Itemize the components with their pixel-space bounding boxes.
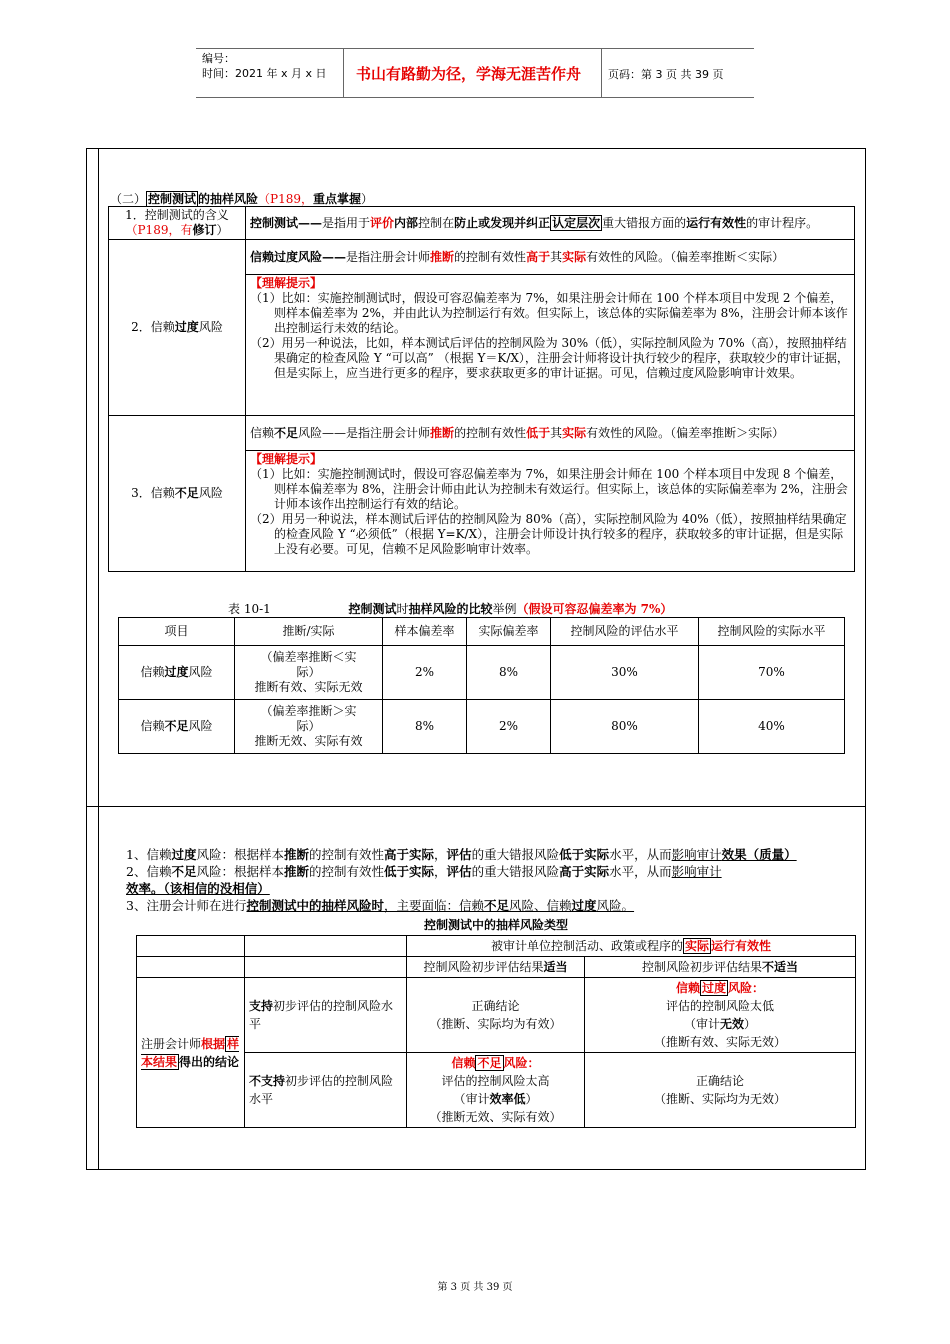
- table-cell: 2%: [383, 646, 467, 700]
- column-header: 推断/实际: [235, 618, 383, 646]
- frame-middle-rule: [86, 806, 865, 807]
- over-reliance-definition: 信赖过度风险——是指注册会计师推断的控制有效性高于其实际有效性的风险。（偏差率推断＜实际）: [246, 240, 855, 275]
- table-row: [109, 207, 855, 240]
- table-row: [137, 957, 856, 978]
- page-header: [196, 48, 754, 98]
- table-cell: 8%: [383, 700, 467, 754]
- frame-left-rule: [98, 148, 99, 1169]
- row-label: 3．信赖不足风险: [109, 416, 246, 572]
- table-cell: （偏差率推断＞实际） 推断无效、实际有效: [235, 700, 383, 754]
- table-cell: 被审计单位控制活动、政策或程序的 实际 运行有效性: [407, 936, 856, 957]
- row-label: 2．信赖过度风险: [109, 240, 246, 416]
- over-reliance-tips: 【理解提示】 （1）比如：实施控制测试时，假设可容忍偏差率为 7%，如果注册会计师在 100 个样本项目中发现 2 个偏差，则样本偏差率为 2%，并由此认为控制运行有效。但实际上，该总体的实际偏差率为 8%，注册会计师本该作出控制运行未效的结论。 （2）用另一种说法，比如，样本测试后评估的控制风险为 30%（低），实际控制风险为 70%（高），按照抽样结果确定的检查风险 Y “可以高” （根据 Y＝K/X），注册会计师将设计执行较少的程序，获取较少的审计证据，但是实际上，应当进行更多的程序，要求获取更多的审计证据。可见，信赖过度风险影响审计效果。: [246, 275, 855, 416]
- under-reliance-tips: 【理解提示】 （1）比如：实施控制测试时，假设可容忍偏差率为 7%，如果注册会计师在 100 个样本项目中发现 8 个偏差，则样本偏差率为 8%，注册会计师由此认为控制未有效运行。但实际上，该总体的实际偏差率为 2%，注册会计师本该作出控制运行有效的结论。 （2）用另一种说法，样本测试后评估的控制风险为 80%（高），实际控制风险为 40%（低），按照抽样结果确定的检查风险 Y “必须低”（根据 Y=K/X），注册会计师设计执行较多的程序，获取较多的审计证据，但是实际上没有必要。可见，信赖不足风险影响审计效率。: [246, 451, 855, 572]
- table-cell: （偏差率推断＜实际） 推断有效、实际无效: [235, 646, 383, 700]
- table-row: [119, 700, 845, 754]
- table-cell: 2%: [467, 700, 551, 754]
- table-cell: [245, 936, 407, 957]
- table-cell: 信赖 过度 风险： 评估的控制风险太低 （审计无效） （推断有效、实际无效）: [585, 978, 856, 1053]
- table-cell: 支持初步评估的控制风险水平: [245, 978, 407, 1053]
- header-motto: 书山有路勤为径，学海无涯苦作舟: [356, 65, 582, 83]
- table-cell: 70%: [699, 646, 845, 700]
- table-cell: 信赖过度风险: [119, 646, 235, 700]
- doc-date-label: 时间：2021 年 x 月 x 日: [202, 67, 327, 80]
- table-cell: [245, 957, 407, 978]
- doc-number-label: 编号：: [202, 52, 235, 65]
- table-cell: 80%: [551, 700, 699, 754]
- table-cell: 30%: [551, 646, 699, 700]
- header-divider: [343, 49, 344, 97]
- list-item: 1、信赖过度风险：根据样本推断的控制有效性高于实际，评估的重大错报风险低于实际水平，从而影响审计效果（质量）: [126, 847, 797, 862]
- header-meta: [202, 51, 327, 81]
- table-cell: 控制风险初步评估结果适当: [407, 957, 585, 978]
- list-item: 2、信赖不足风险：根据样本推断的控制有效性低于实际，评估的重大错报风险高于实际水平，从而影响审计效率。（该相信的没相信）: [126, 864, 722, 896]
- table-row: [137, 978, 856, 1053]
- table-cell: 40%: [699, 700, 845, 754]
- table-cell: [137, 936, 245, 957]
- list-item: 3、注册会计师在进行控制测试中的抽样风险时，主要面临：信赖不足风险、信赖过度风险。: [126, 898, 635, 913]
- column-header: 项目: [119, 618, 235, 646]
- table-cell: 正确结论 （推断、实际均为无效）: [585, 1053, 856, 1128]
- table-cell: 不支持初步评估的控制风险水平: [245, 1053, 407, 1128]
- header-page-label: 页码：第 3 页 共 39 页: [608, 68, 724, 81]
- table-cell: 信赖 不足 风险： 评估的控制风险太高 （审计效率低） （推断无效、实际有效）: [407, 1053, 585, 1128]
- table-cell: [137, 957, 245, 978]
- table-row: [109, 416, 855, 451]
- risk-types-table: [136, 935, 856, 1128]
- table-row: [109, 240, 855, 275]
- table-row: [119, 646, 845, 700]
- column-header: 控制风险的实际水平: [699, 618, 845, 646]
- table-row: [137, 1053, 856, 1128]
- table-cell: 8%: [467, 646, 551, 700]
- header-divider: [601, 49, 602, 97]
- row-label: 1．控制测试的含义 （P189，有修订）: [109, 207, 246, 240]
- column-header: 样本偏差率: [383, 618, 467, 646]
- column-header: 控制风险的评估水平: [551, 618, 699, 646]
- risk-types-title: 控制测试中的抽样风险类型: [423, 918, 568, 932]
- control-test-definition: 控制测试——是指用于评价内部控制在防止或发现并纠正 认定层次 重大错报方面的运行有效性的审计程序。: [246, 207, 855, 240]
- notes-list: [126, 846, 861, 914]
- page-footer: 第 3 页 共 39 页: [437, 1282, 513, 1293]
- column-header: 实际偏差率: [467, 618, 551, 646]
- table-row: [137, 936, 856, 957]
- table-cell: 正确结论 （推断、实际均为有效）: [407, 978, 585, 1053]
- section-title: （二） 控制测试 的抽样风险（P189，重点掌握）: [110, 192, 374, 206]
- table-cell: 注册会计师根据 样本结果 得出的结论: [137, 978, 245, 1128]
- under-reliance-definition: 信赖不足风险——是指注册会计师推断的控制有效性低于其实际有效性的风险。（偏差率推断＞实际）: [246, 416, 855, 451]
- comparison-table: [118, 617, 845, 754]
- table-caption: 表 10-1 控制测试时抽样风险的比较举例（假设可容忍偏差率为 7%）: [228, 602, 673, 616]
- table-header-row: [119, 618, 845, 646]
- sampling-risk-table: [108, 206, 855, 572]
- table-cell: 控制风险初步评估结果不适当: [585, 957, 856, 978]
- table-cell: 信赖不足风险: [119, 700, 235, 754]
